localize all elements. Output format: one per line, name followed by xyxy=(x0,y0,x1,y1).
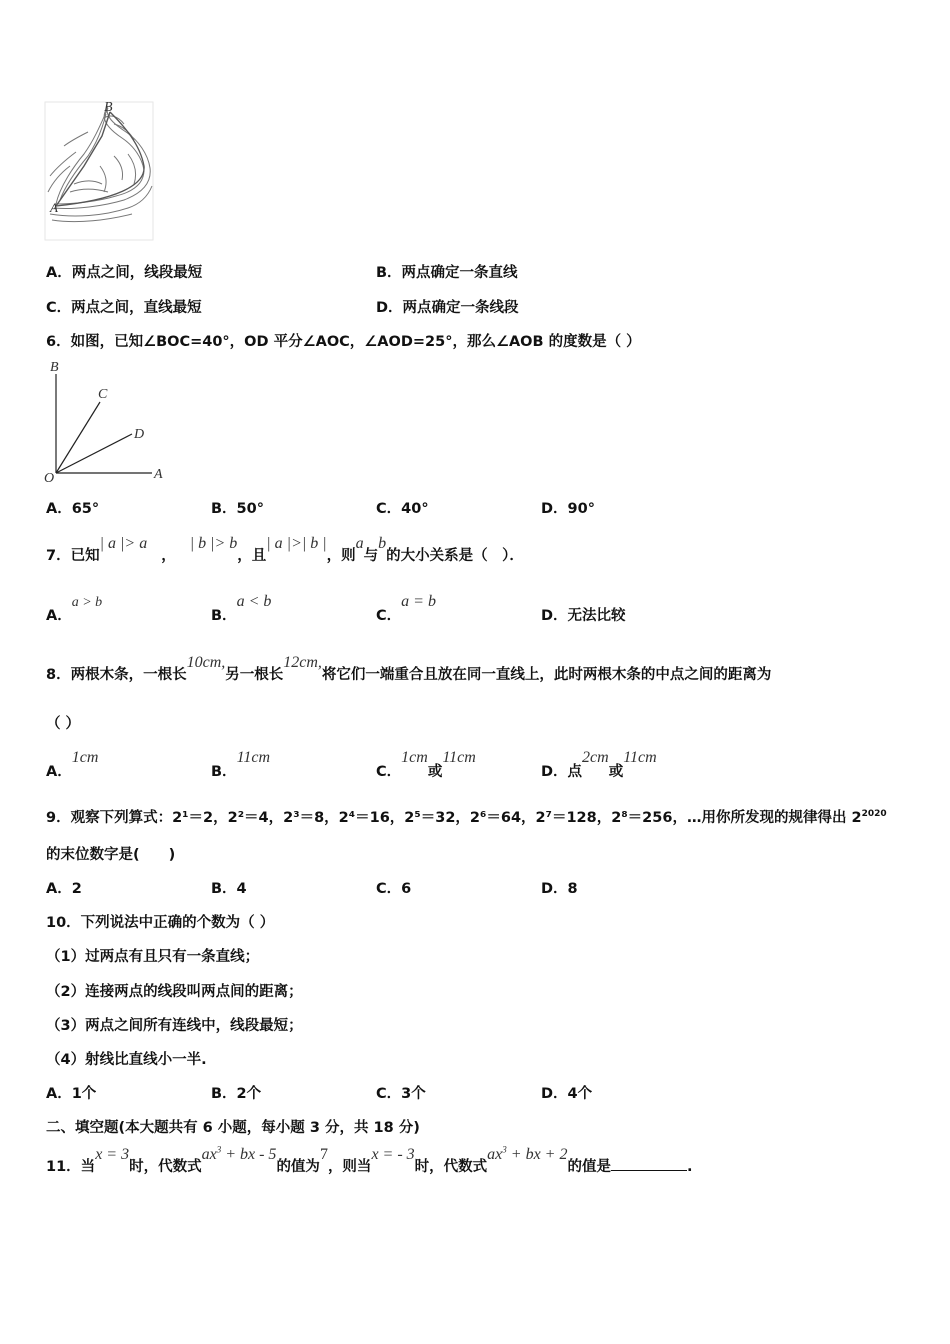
q7-option-a xyxy=(46,595,103,625)
q8-option-c-math1: 1cm xyxy=(401,749,428,766)
q10-option-b: B．2个 xyxy=(211,1086,262,1102)
q6-angle-figure xyxy=(40,356,172,486)
q8-option-b-math: 11cm xyxy=(236,749,271,766)
q7-then: ，则 xyxy=(326,548,356,564)
fig6-label-o: O xyxy=(44,471,55,486)
q7-option-b xyxy=(211,593,272,625)
q5-figure xyxy=(44,96,156,244)
fig5-label-b: B xyxy=(104,100,113,115)
q7-pre: 7．已知 xyxy=(46,548,100,564)
q8-option-a xyxy=(46,749,99,781)
q6-option-c: C．40° xyxy=(376,501,429,517)
q7-stem xyxy=(46,535,524,565)
q8-option-d xyxy=(541,749,657,781)
q7-post: 的大小关系是（ ）． xyxy=(386,548,524,564)
q7-option-b-label: B． xyxy=(211,608,237,624)
q11-expr2-ax: ax xyxy=(487,1146,503,1163)
q5-option-b: B．两点确定一条直线 xyxy=(376,265,518,281)
q11-expr1-ax: ax xyxy=(201,1146,217,1163)
q9-option-c: C．6 xyxy=(376,881,412,897)
q7-option-c-label: C． xyxy=(376,608,402,624)
q10-item-4: （4）射线比直线小一半. xyxy=(46,1052,207,1068)
q9-stem-line1 xyxy=(46,806,887,827)
q11-c2: 的值为 xyxy=(276,1159,320,1175)
q5-option-c: C．两点之间，直线最短 xyxy=(46,300,202,316)
fig6-label-d: D xyxy=(134,427,145,442)
q9-option-a: A．2 xyxy=(46,881,82,897)
q8-stem xyxy=(46,654,772,684)
q10-item-1: （1）过两点有且只有一条直线； xyxy=(46,949,260,965)
fig5-label-a: A xyxy=(50,200,58,215)
q9-option-d: D．8 xyxy=(541,881,578,897)
q8-option-c-label: C． xyxy=(376,764,402,780)
q6-option-a: A．65° xyxy=(46,501,100,517)
q7-math-abs-a: | a |> a xyxy=(99,535,148,552)
q8-option-d-math1: 2cm xyxy=(582,749,609,766)
q7-option-a-math: a > b xyxy=(71,595,103,610)
q10-option-d: D．4个 xyxy=(541,1086,593,1102)
section-heading-fill-in: 二、填空题(本大题共有 6 小题，每小题 3 分，共 18 分) xyxy=(46,1120,420,1136)
q10-stem: 10．下列说法中正确的个数为（ ） xyxy=(46,915,275,931)
fig6-label-c: C xyxy=(98,387,108,402)
q11-answer-blank[interactable] xyxy=(611,1156,687,1171)
q11-math-expr2: $ax^3$ + bx + 2 xyxy=(487,1144,568,1163)
q8-pre: 8．两根木条，一根长 xyxy=(46,667,187,683)
q11-end: . xyxy=(686,1159,693,1175)
q8-option-a-math: 1cm xyxy=(71,749,99,766)
q7-option-a-label: A． xyxy=(46,608,72,624)
q11-c3: ，则当 xyxy=(327,1159,372,1175)
q7-and: ，且 xyxy=(237,548,267,564)
q8-option-c xyxy=(376,749,476,781)
q11-c4: 时，代数式 xyxy=(414,1159,488,1175)
q10-option-c: C．3个 xyxy=(376,1086,426,1102)
q11-math-x3: x = 3 xyxy=(95,1146,130,1163)
q6-option-d: D．90° xyxy=(541,501,595,517)
fig6-label-b: B xyxy=(50,360,59,375)
q10-option-a: A．1个 xyxy=(46,1086,97,1102)
q9-line1-text: 9．观察下列算式：2¹＝2，2²＝4，2³＝8，2⁴＝16，2⁵＝32，2⁶＝64，2⁷＝128，2⁸＝256，…用你所发现的规律得出 2 xyxy=(46,810,862,826)
q5-option-a: A．两点之间，线段最短 xyxy=(46,265,203,281)
q11-pre: 11．当 xyxy=(46,1159,96,1175)
q6-stem: 6．如图，已知∠BOC=40°，OD 平分∠AOC，∠AOD=25°，那么∠AOB 的度数是（ ） xyxy=(46,334,641,350)
q8-mid: 另一根长 xyxy=(225,667,284,683)
q8-option-b-label: B． xyxy=(211,764,237,780)
q7-comma1: ， xyxy=(161,548,176,564)
q8-option-d-or: 或 xyxy=(608,764,624,780)
q8-option-d-label: D．点 xyxy=(541,764,583,780)
q8-option-c-math2: 11cm xyxy=(442,749,476,766)
q9-stem-line2: 的末位数字是( ) xyxy=(46,847,176,863)
q7-math-abs-b: | b |> b xyxy=(189,535,238,552)
q7-math-abs-compare: | a |>| b | xyxy=(266,535,327,552)
q7-option-c xyxy=(376,593,436,625)
q8-math-12cm: 12cm, xyxy=(283,654,322,671)
q8-option-b xyxy=(211,749,271,781)
q11-math-7: 7 xyxy=(319,1146,328,1163)
q7-math-a: a xyxy=(355,535,364,552)
q10-item-2: （2）连接两点的线段叫两点间的距离； xyxy=(46,984,303,1000)
q8-option-d-math2: 11cm xyxy=(623,749,657,766)
q5-option-d: D．两点确定一条线段 xyxy=(376,300,519,316)
q7-with: 与 xyxy=(363,548,379,564)
q11-c5: 的值是 xyxy=(567,1159,611,1175)
q9-option-b: B．4 xyxy=(211,881,247,897)
q6-option-b: B．50° xyxy=(211,501,264,517)
q9-exponent: 2020 xyxy=(861,809,887,820)
q8-math-10cm: 10cm, xyxy=(186,654,226,671)
q11-expr2-rest: + bx + 2 xyxy=(506,1146,568,1163)
q8-paren: （ ） xyxy=(46,716,81,732)
q11-expr1-rest: + bx - 5 xyxy=(221,1146,277,1163)
q8-option-a-label: A． xyxy=(46,764,72,780)
q7-math-b: b xyxy=(378,535,387,552)
q7-option-b-math: a < b xyxy=(236,593,272,610)
q11-math-xm3: x = - 3 xyxy=(371,1146,415,1163)
q10-item-3: （3）两点之间所有连线中，线段最短； xyxy=(46,1018,303,1034)
q11-c1: 时，代数式 xyxy=(129,1159,202,1175)
q8-post: 将它们一端重合且放在同一直线上，此时两根木条的中点之间的距离为 xyxy=(321,667,772,683)
fig6-label-a: A xyxy=(154,467,163,482)
q11-stem xyxy=(46,1144,693,1176)
q11-math-expr1: $ax^3$ + bx - 5 xyxy=(201,1144,277,1163)
q8-option-c-or: 或 xyxy=(427,764,443,780)
q7-option-c-math: a = b xyxy=(401,593,436,610)
q7-option-d: D．无法比较 xyxy=(541,608,626,624)
